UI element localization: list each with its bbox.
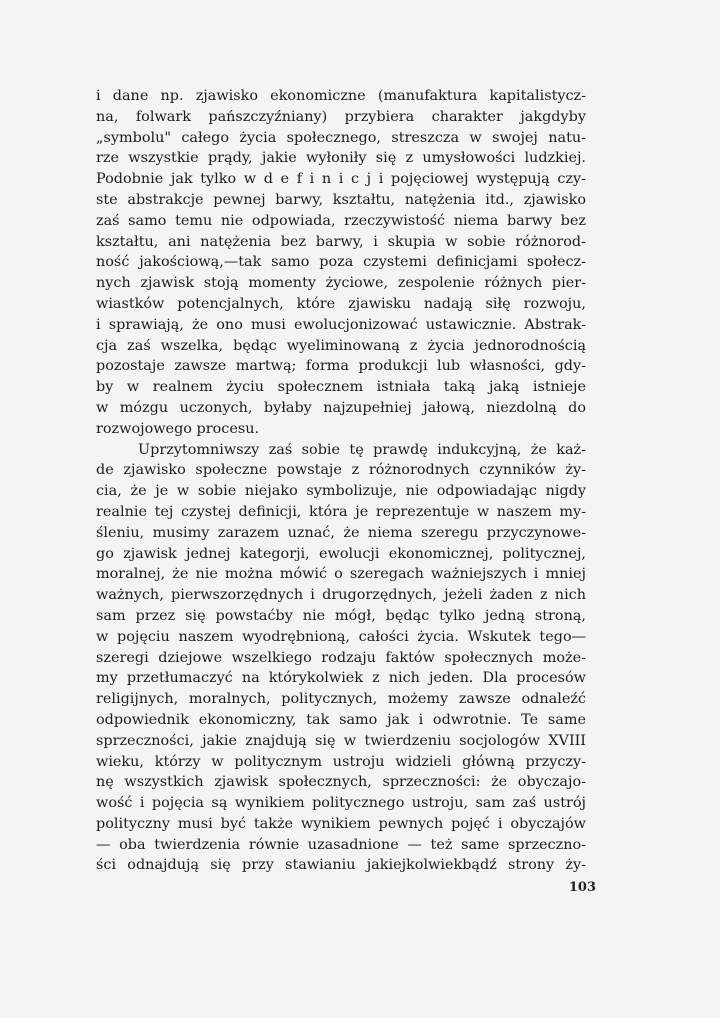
text-line: wiastków potencjalnych, które zjawisku nadają siłę rozwoju, <box>96 295 586 312</box>
text-line: „symbolu" całego życia społecznego, streszcza w swojej natu- <box>96 129 586 146</box>
text-line: kształtu, ani natężenia bez barwy, i skupia w sobie różnorod- <box>96 233 586 250</box>
text-line: my przetłumaczyć na którykolwiek z nich jeden. Dla procesów <box>96 670 586 687</box>
text-line: Podobnie jak tylko w d e f i n i c j i pojęciowej występują czy- <box>96 171 586 188</box>
text-line: by w realnem życiu społecznem istniała taką jaką istnieje <box>96 379 586 396</box>
text-line: nę wszystkich zjawisk społecznych, sprzeczności: że obyczajo- <box>96 774 586 791</box>
text-line: w mózgu uczonych, byłaby najzupełniej jałową, niezdolną do <box>96 399 586 416</box>
text-line: go zjawisk jednej kategorji, ewolucji ekonomicznej, politycznej, <box>96 545 586 562</box>
text-line: Uprzytomniwszy zaś sobie tę prawdę indukcyjną, że każ- <box>138 441 586 458</box>
text-line: — oba twierdzenia równie uzasadnione — też same sprzeczno- <box>96 836 586 853</box>
text-line: cja zaś wszelka, będąc wyeliminowaną z życia jednorodnością <box>96 337 586 354</box>
text-line: zaś samo temu nie odpowiada, rzeczywistość niema barwy bez <box>96 212 586 229</box>
text-line: odpowiednik ekonomiczny, tak samo jak i odwrotnie. Te same <box>96 711 586 728</box>
text-line: polityczny musi być także wynikiem pewnych pojęć i obyczajów <box>96 815 586 832</box>
text-line: de zjawisko społeczne powstaje z różnorodnych czynników ży- <box>96 462 586 479</box>
text-line: w pojęciu naszem wyodrębnioną, całości życia. Wskutek tego— <box>96 628 586 645</box>
text-line: szeregi dziejowe wszelkiego rodzaju faktów społecznych może- <box>96 649 586 666</box>
text-line: cia, że je w sobie niejako symbolizuje, nie odpowiadając nigdy <box>96 483 586 500</box>
text-line: ści odnajdują się przy stawianiu jakiejkolwiekbądź strony ży- <box>96 857 586 874</box>
text-line: wieku, którzy w politycznym ustroju widzieli główną przyczy- <box>96 753 586 770</box>
text-line: pozostaje zawsze martwą; forma produkcji lub własności, gdy- <box>96 358 586 375</box>
text-line: rozwojowego procesu. <box>96 420 260 437</box>
text-line: realnie tej czystej definicji, która je reprezentuje w naszem my- <box>96 503 586 520</box>
text-line: sprzeczności, jakie znajdują się w twierdzeniu socjologów XVIII <box>96 732 586 749</box>
text-line: ność jakościową,—tak samo poza czystemi definicjami społecz- <box>96 254 586 271</box>
text-line: i dane np. zjawisko ekonomiczne (manufaktura kapitalistycz- <box>96 88 586 104</box>
text-line: nych zjawisk stoją momenty życiowe, zespolenie różnych pier- <box>96 275 586 292</box>
text-line: na, folwark pańszczyźniany) przybiera charakter jakgdyby <box>96 108 586 125</box>
text-line: wość i pojęcia są wynikiem politycznego ustroju, sam zaś ustrój <box>96 795 586 812</box>
text-line: rze wszystkie prądy, jakie wyłoniły się z umysłowości ludzkiej. <box>96 150 586 167</box>
page-number: 103 <box>568 880 596 895</box>
text-line: ważnych, pierwszorzędnych i drugorzędnych, jeżeli żaden z nich <box>96 587 586 604</box>
text-line: moralnej, że nie można mówić o szeregach ważniejszych i mniej <box>96 566 586 583</box>
body-text <box>96 86 586 876</box>
text-line: śleniu, musimy zarazem uznać, że niema szeregu przyczynowe- <box>96 524 586 541</box>
text-line: i sprawiają, że ono musi ewolucjonizować ustawicznie. Abstrak- <box>96 316 586 333</box>
text-line: ste abstrakcje pewnej barwy, kształtu, natężenia itd., zjawisko <box>96 191 586 208</box>
text-line: religijnych, moralnych, politycznych, możemy zawsze odnaleźć <box>96 691 586 708</box>
text-line: sam przez się powstaćby nie mógł, będąc tylko jedną stroną, <box>96 607 586 624</box>
